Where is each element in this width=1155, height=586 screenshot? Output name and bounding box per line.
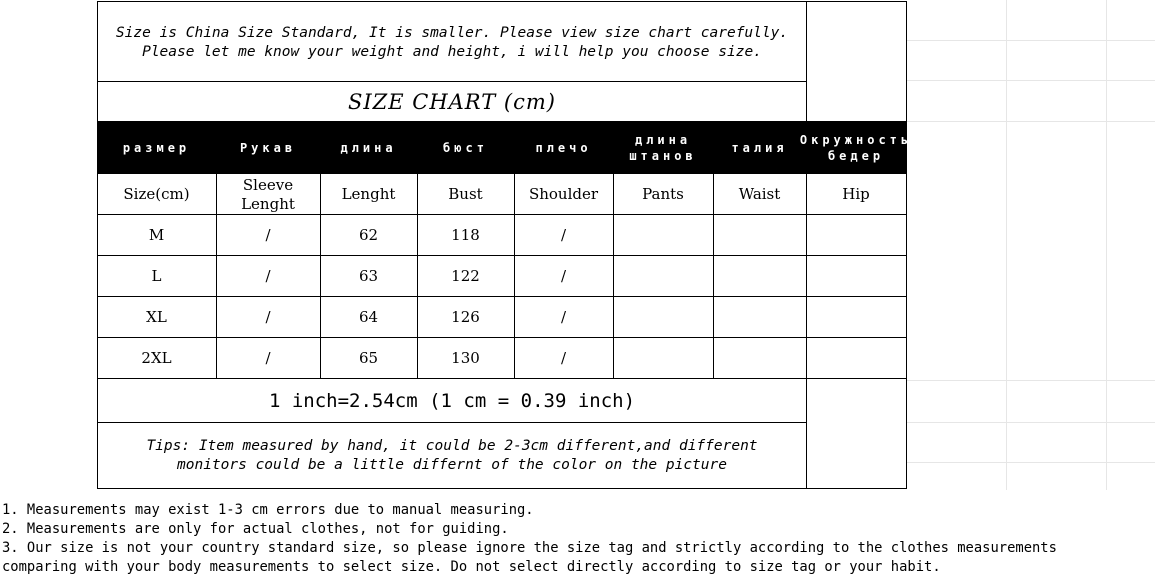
row-1-pants-cell [613,215,713,255]
col-ru-length: длина [340,140,397,155]
row-3-bust-cell: 126 [451,307,480,326]
footer-note-3: 3. Our size is not your country standard size, so please ignore the size tag and strictly according to the clothes measurements [2,540,1057,556]
row-2-size-cell: L [151,266,162,285]
row-3-hip-cell [806,297,906,337]
row-3-sleeve-cell: / [265,307,271,326]
row-2-pants-cell [613,256,713,296]
row-2-waist-cell [713,256,806,296]
row-4-waist-cell [713,338,806,378]
col-ru-waist: талия [731,140,788,155]
col-en-length: Lenght [341,185,396,203]
row-1-shoulder-cell: / [560,225,567,244]
row-4-sleeve-cell: / [265,348,271,367]
spreadsheet-grid [906,0,1155,490]
col-ru-bust: бюст [443,140,488,155]
header-note: Size is China Size Standard, It is smaller. Please view size chart carefully. Please let me know your weight and height, i will help you choose size. [115,25,789,60]
col-ru-hip: Окружность бедер [799,132,913,163]
row-4-pants-cell [613,338,713,378]
footer-note-4: comparing with your body measurements to select size. Do not select directly according to size tag or your habit. [2,559,941,575]
col-en-pants: Pants [642,185,684,203]
col-ru-shoulder: плечо [535,140,592,155]
row-1-sleeve-cell: / [265,225,271,244]
footer-notes [2,501,1152,577]
row-2-sleeve-cell: / [265,266,271,285]
col-en-bust: Bust [448,185,483,203]
col-en-size: Size(cm) [123,185,190,203]
col-ru-sleeve: Рукав [239,140,297,155]
row-1-size-cell: M [148,225,165,244]
col-en-shoulder: Shoulder [528,185,599,203]
row-1-hip-cell [806,215,906,255]
footer-note-2: 2. Measurements are only for actual clothes, not for guiding. [2,521,509,537]
row-3-shoulder-cell: / [560,307,567,326]
row-1-waist-cell [713,215,806,255]
row-1-bust-cell: 118 [451,225,480,244]
row-2-shoulder-cell: / [560,266,567,285]
footer-note-1: 1. Measurements may exist 1-3 cm errors due to manual measuring. [2,502,534,518]
row-4-shoulder-cell: / [560,348,567,367]
row-3-size-cell: XL [146,307,167,326]
row-3-pants-cell [613,297,713,337]
row-2-hip-cell [806,256,906,296]
row-2-bust-cell: 122 [451,266,480,285]
row-4-size-cell: 2XL [141,348,172,367]
col-ru-size: размер [122,140,191,155]
chart-title: SIZE CHART (cm) [347,90,556,114]
row-4-length-cell: 65 [358,348,379,367]
col-en-waist: Waist [738,185,781,203]
row-2-length-cell: 63 [358,266,379,285]
col-ru-pants: длина штанов [629,132,697,163]
row-4-bust-cell: 130 [451,348,480,367]
row-1-length-cell: 62 [358,225,379,244]
col-en-sleeve: Sleeve Lenght [241,175,295,213]
row-4-hip-cell [806,338,906,378]
col-en-hip: Hip [842,185,870,203]
conversion-note: 1 inch=2.54cm (1 cm = 0.39 inch) [268,390,636,412]
row-3-waist-cell [713,297,806,337]
tips-note: Tips: Item measured by hand, it could be 2-3cm different,and different monitors could be a little differnt of the color on the picture [146,438,758,473]
row-3-length-cell: 64 [358,307,379,326]
